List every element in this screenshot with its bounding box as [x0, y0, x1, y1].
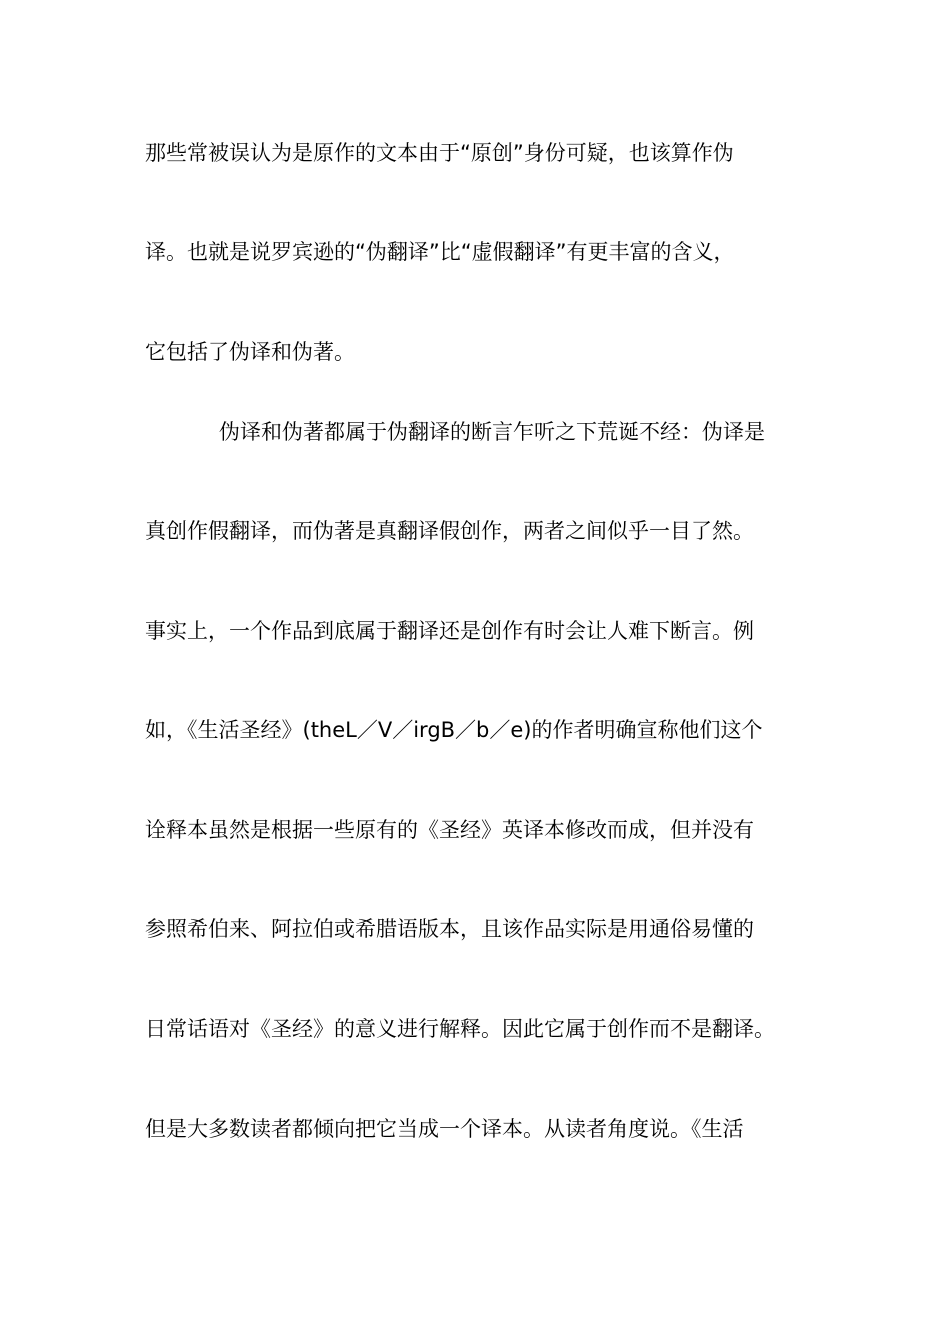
paragraph-first-line: 伪译和伪著都属于伪翻译的断言乍听之下荒诞不经：伪译是 [219, 420, 765, 444]
text-line: 参照希伯来、阿拉伯或希腊语版本，且该作品实际是用通俗易懂的 [145, 917, 754, 941]
text-line: 如，《生活圣经》(theL／V／irgB／b／e)的作者明确宣称他们这个 [145, 718, 763, 742]
text-line: 那些常被误认为是原作的文本由于“原创”身份可疑，也该算作伪 [145, 141, 734, 165]
text-line: 译。也就是说罗宾逊的“伪翻译”比“虚假翻译”有更丰富的含义， [145, 240, 735, 264]
text-line: 真创作假翻译，而伪著是真翻译假创作，两者之间似乎一目了然。 [145, 519, 754, 543]
text-line: 日常话语对《圣经》的意义进行解释。因此它属于创作而不是翻译。 [145, 1017, 775, 1041]
text-line: 事实上，一个作品到底属于翻译还是创作有时会让人难下断言。例 [145, 619, 754, 643]
text-line: 诠释本虽然是根据一些原有的《圣经》英译本修改而成，但并没有 [145, 818, 754, 842]
text-line: 但是大多数读者都倾向把它当成一个译本。从读者角度说。《生活 [145, 1117, 744, 1141]
text-line: 它包括了伪译和伪著。 [145, 340, 355, 364]
